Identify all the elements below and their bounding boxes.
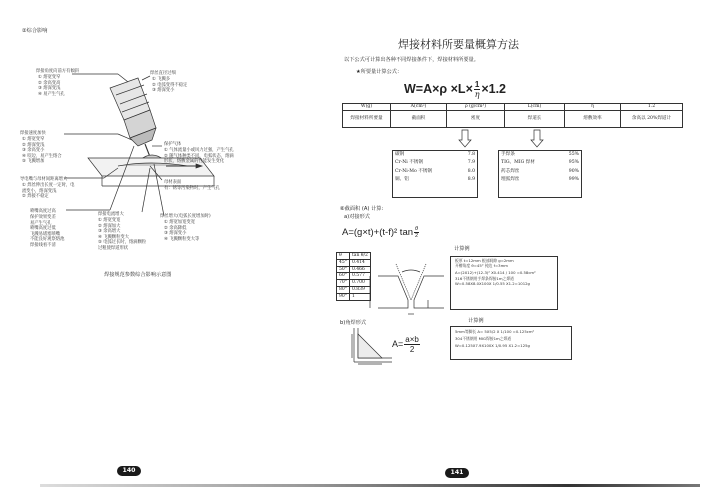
fillet-den: 2 — [409, 344, 415, 354]
table-cell: 45° — [337, 259, 350, 266]
list-item: 不能良好观察熔池 — [30, 237, 65, 243]
table-cell: tan θ/2 — [349, 253, 370, 260]
table-cell: 90° — [337, 293, 350, 300]
table-cell: 80° — [337, 286, 350, 293]
page-number-left: 140 — [117, 466, 141, 476]
list-item: 有：锈等污染物时，产生气孔 — [164, 186, 220, 191]
efficiency-value: 55% — [568, 152, 579, 157]
butt-formula-den: 2 — [414, 232, 419, 239]
calc-line: 板厚 t=12mm 根部间隙 g=2mm — [455, 258, 514, 263]
table-cell: A(cm²) — [391, 104, 447, 111]
list-item: ② 电弧变得不稳定 — [152, 82, 188, 88]
formula-bullet: ★所要量计算公式： — [356, 69, 403, 75]
intro-text: 以下公式可计算出各种不同焊接条件下，焊接材料所要量。 — [344, 57, 479, 63]
table-cell: W(g) — [343, 104, 391, 111]
calc-line: W=0.58X8.0X100X 1/0.55 X1.2=1012g — [455, 281, 530, 287]
list-item: ② 焊接不稳定 — [22, 194, 49, 200]
efficiency-name: TIG、MIG 焊材 — [501, 160, 535, 166]
list-item: 形状、熔敷金属的性能发生变化 — [164, 159, 225, 165]
formula-frac-den: η — [474, 89, 480, 99]
density-value: 7.8 — [467, 152, 475, 157]
table-cell: η — [565, 104, 621, 111]
calc-line: 316不锈钢用手焊条焊接1m之焊道 — [455, 276, 514, 282]
label-voltage: 焊丝增大(电弧长度增加时) — [160, 214, 211, 219]
label-base-surface: 母材表面 — [164, 180, 182, 185]
list-item: ④ 易产生气孔 — [38, 91, 65, 97]
calc2-label: 计算例 — [468, 318, 484, 324]
table-cell: 1 — [349, 293, 370, 300]
figure-caption: 焊接规范参数综合影响示意图 — [104, 272, 172, 278]
fillet-formula — [392, 334, 420, 354]
list-item: ② 熔深变浅 — [22, 142, 45, 148]
list-item: ① 熔宽加宽变宽 — [164, 220, 195, 225]
efficiency-value: 90% — [568, 168, 579, 174]
density-name: 碳钢 — [395, 152, 405, 157]
list-item: ① 熔宽变窄 — [22, 137, 45, 142]
table-cell: 0.466 — [349, 266, 370, 273]
list-item: ① 熔宽变窄 — [38, 75, 61, 80]
table-cell: 0.700 — [349, 280, 370, 287]
list-item: ① 飞溅多 — [152, 77, 171, 82]
fillet-formula-fraction — [404, 335, 420, 354]
list-item: ② 随气体种类不同，电弧状态、熔滴 — [164, 153, 234, 159]
table-cell: 60° — [337, 273, 350, 280]
calc-example-label: 计算例 — [454, 246, 470, 252]
list-item: ③ 熔深变小 — [152, 88, 175, 94]
list-item: ② 熔深加大 — [98, 223, 121, 229]
list-item: ③ 熔深变浅 — [38, 86, 61, 92]
calc-line: 5mm等脚长 A= 5X5/2 X 1/100 =0.125cm² — [455, 329, 535, 334]
page-title: 焊接材料所要量概算方法 — [398, 38, 519, 51]
butt-formula-num: θ — [415, 225, 418, 232]
fillet-formula-main: A= — [392, 339, 404, 349]
label-current: 焊接电流增大 — [98, 212, 124, 217]
table-cell: 余高以 20%焊道计 — [621, 111, 683, 128]
list-item: ④ 咬边、易产生熔合 — [22, 153, 62, 159]
label-shield-gas: 保护气体 — [164, 142, 182, 147]
list-item: 保护效果变差 — [30, 215, 56, 220]
efficiency-value: 99% — [568, 177, 579, 183]
list-item: 飞溅易堵塞喷嘴 — [30, 231, 61, 237]
section-area: ⑥截面积 (A) 计算: — [340, 206, 384, 212]
table-cell: θ — [337, 253, 350, 260]
page-number-right: 141 — [445, 468, 469, 478]
list-item: ② 余高降低 — [164, 225, 187, 231]
list-item: 焊接线看不清 — [30, 242, 56, 248]
table-cell: L(cm) — [505, 104, 565, 111]
table-cell: ρ (g/cm³) — [447, 104, 505, 111]
density-value: 7.9 — [467, 160, 475, 166]
section-title: ②综合影响 — [22, 28, 48, 34]
table-cell: 密度 — [447, 111, 505, 128]
calc-line: 开槽角度 θ=45° 钝边 f=3mm — [455, 262, 508, 268]
list-item: ③ 熔深变小 — [164, 231, 187, 237]
list-item: ① 熔宽变宽 — [98, 218, 121, 223]
efficiency-name: 药芯焊丝 — [501, 168, 520, 174]
calc-line: W=0.125X7.9X100X 1/0.95 X1.2=125g — [455, 342, 530, 348]
list-item: ⑤ 飞溅增加 — [22, 159, 45, 165]
label-wire-diameter: 焊丝直径过细 — [150, 71, 176, 76]
list-item: ④ 飞溅颗粒变大等 — [164, 236, 200, 242]
table-cell: 焊接材料所要量 — [343, 111, 391, 128]
formula-tail: ×1.2 — [481, 82, 507, 96]
list-item: ③ 余高增大 — [98, 229, 121, 235]
fillet-label: b)角焊形式 — [340, 320, 367, 326]
list-item: ⑤ 电弧过长时，熔滴颗粒 — [98, 240, 147, 246]
list-item: 易产生气孔 — [30, 220, 52, 226]
table-cell: 熔敷效率 — [565, 111, 621, 128]
table-cell: 1.2 — [621, 104, 683, 111]
efficiency-name: 埋弧焊丝 — [501, 177, 520, 183]
table-cell: 50° — [337, 266, 350, 273]
efficiency-value: 95% — [568, 160, 579, 166]
table-cell: 70° — [337, 280, 350, 287]
list-item: ② 余高变高 — [38, 80, 61, 86]
list-item: ④ 飞溅颗粒变大 — [98, 234, 129, 240]
list-item: ① 气体流量小或风力过强，产生气孔 — [164, 148, 234, 153]
density-value: 8.9 — [467, 177, 475, 183]
density-name: Cr-Ni-Mo 不锈钢 — [395, 168, 433, 174]
table-cell: 截面积 — [391, 111, 447, 128]
calc-example-box-2 — [450, 326, 572, 360]
density-value: 8.0 — [467, 168, 475, 174]
list-item: 流变小，熔深变浅 — [22, 188, 57, 194]
label-speed: 焊接速度加快 — [20, 131, 46, 136]
table-cell: 0.839 — [349, 286, 370, 293]
calc-line: A=(2X12)+(12-3)² X0.414 / 100 =0.58cm² — [455, 269, 536, 275]
list-item: ① 焊丝伸出长度一定时，电 — [22, 183, 75, 188]
density-name: 铜、铝 — [395, 177, 409, 183]
table-cell: 0.577 — [349, 273, 370, 280]
label-nozzle-height: 喷嘴高度过高 — [30, 209, 56, 214]
table-cell: 焊道长 — [505, 111, 565, 128]
table-cell: 0.414 — [349, 259, 370, 266]
density-name: Cr-Ni 不锈钢 — [395, 160, 423, 166]
formula-main: W=A×ρ ×L× — [404, 82, 473, 96]
list-item: 喷嘴高度过低 — [30, 226, 56, 232]
label-torch-angle: 焊接角度向前方有倾斜 — [36, 69, 79, 74]
label-tip-distance: 导电嘴与母材间距离增大 — [20, 177, 68, 182]
list-item: 过粗使焊道形状 — [98, 245, 129, 251]
efficiency-name: 手焊条 — [501, 152, 515, 157]
butt-formula-main: A=(g×t)+(t-f)² tan — [342, 226, 414, 238]
fillet-num: a×b — [405, 334, 419, 344]
section-area-sub: a)对接形式 — [344, 214, 370, 220]
formula-frac-num: 1 — [474, 79, 480, 89]
calc-line: 304不锈钢用 MIG焊接1m之焊道 — [455, 335, 512, 341]
list-item: ③ 余高变小 — [22, 148, 45, 154]
